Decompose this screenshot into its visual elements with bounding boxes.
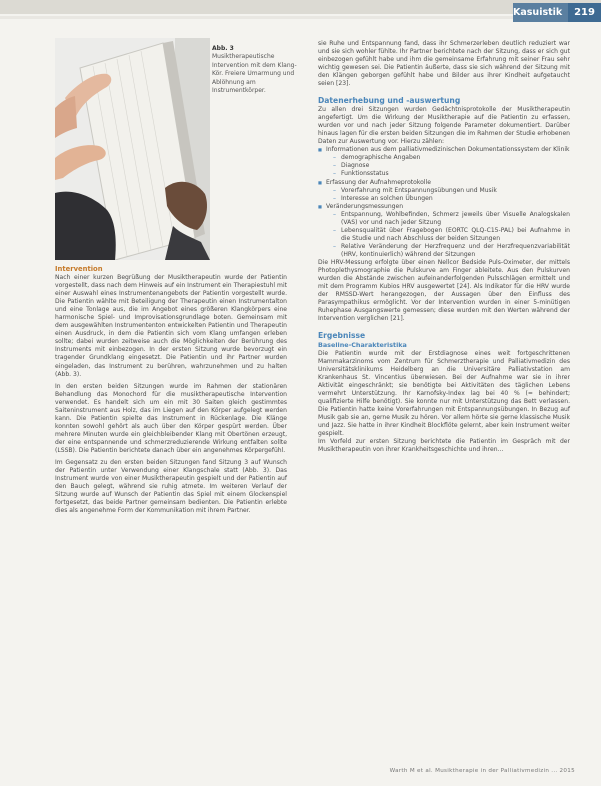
- bullet-text: Veränderungsmessungen: [326, 202, 404, 210]
- sub-item: – Interesse an solchen Übungen: [326, 195, 570, 203]
- sub-item: – demographische Angaben: [326, 154, 570, 162]
- sub-list: [326, 154, 570, 178]
- intervention-paragraph-3: Im Gegensatz zu den ersten beiden Sitzungen fand Sitzung 3 auf Wunsch der Patientin unter Verwendung einer Klangschale statt (Abb. 3). Das Instrument wurde von einer Musiktherapeutin gespielt und der Patientin auf den Bauch gelegt, während sie ruhig atmete. Im weiteren Verlauf der Sitzung wurde auf Wunsch der Patientin das Spiel mit einem Glockenspiel fortgesetzt, das beide Partner gemeinsam bedienten. Die Patientin erlebte dies als angenehme Form der Kommunikation mit ihrem Partner.: [55, 459, 287, 515]
- data-bullet-list: [318, 146, 570, 259]
- right-intro-paragraph: sie Ruhe und Entspannung fand, dass ihr Schmerzerleben deutlich reduziert war und sie sich wohler fühlte. Ihr Partner berichtete nach der Sitzung, dass er sich gut einbezogen gefühlt habe und ihm die gemeinsame Erfahrung mit seiner Frau sehr wichtig gewesen sei. Die Patientin äußerte, dass sie sich während der Sitzung mit den Klängen geborgen gefühlt habe und Bilder aus ihrer Kindheit aufgetaucht seien [23].: [318, 40, 570, 88]
- bullet-item: [318, 146, 570, 178]
- bullet-item: [318, 179, 570, 203]
- figure-label: Abb. 3: [212, 45, 234, 52]
- photo-illustration: [55, 38, 210, 260]
- figure-caption-text: Musiktherapeutische Intervention mit dem Klang-Kör. Freiere Umarmung und Ablöhnung am Instrumentkörper.: [212, 53, 297, 95]
- right-column: [318, 40, 570, 454]
- page-number: 219: [568, 3, 601, 22]
- data-paragraph: Zu allen drei Sitzungen wurden Gedächtnisprotokolle der Musiktherapeutin angefertigt. Um die Wirkung der Musiktherapie auf die Patientin zu erfassen, wurden vor und nach jeder Sitzung folgende Parameter dokumentiert. Darüber hinaus lagen für die ersten beiden Sitzungen die im Rahmen der Studie erhobenen Daten zur Auswertung vor. Hierzu zählen:: [318, 106, 570, 146]
- sub-list: [326, 187, 570, 203]
- results-heading: Ergebnisse: [318, 331, 366, 341]
- footer-citation: Warth M et al. Musiktherapie in der Palliativmedizin ... 2015: [389, 768, 575, 774]
- intervention-heading: Intervention: [55, 265, 103, 273]
- sub-item: – Lebensqualität über Fragebogen (EORTC QLQ-C15-PAL) bei Aufnahme in die Studie und nach Abschluss der beiden Sitzungen: [326, 227, 570, 243]
- sub-item: – Funktionsstatus: [326, 170, 570, 178]
- left-column: [55, 265, 287, 515]
- sub-list: [326, 211, 570, 259]
- header-band: [0, 0, 601, 14]
- bullet-text: Informationen aus dem palliativmedizinischen Dokumentationssystem der Klinik: [326, 146, 570, 154]
- results-paragraph-2: Im Vorfeld zur ersten Sitzung berichtete die Patientin im Gespräch mit der Musiktherapeutin von ihrer Krankheitsgeschichte und ihren...: [318, 438, 570, 454]
- intervention-paragraph-1: Nach einer kurzen Begrüßung der Musiktherapeutin wurde der Patientin vorgestellt, dass nach dem Hinweis auf ein Instrument ein Therapiestuhl mit einer Auswahl eines Instrumentenangebots der Patientin vorgestellt wurde. Die Patientin wählte mit Beteiligung der Therapeutin einen Instrumentalton und eine Tonlage aus, die im Angebot eines größeren Klangkörpers eine harmonische Spiel- und Improvisationsgrundlage boten. Gemeinsam mit dem ausgewählten Instrumententon entwickelten Patientin und Therapeutin einen Ausdruck, in dem die Patientin sich vom Klang umfangen erleben sollte; dabei wurden zeitweise auch die Möglichkeiten der Berührung des Instruments mit einbezogen. In der ersten Sitzung wurde bevorzugt ein tragender Grundklang eingesetzt. Die Patientin und ihr Partner wurden eingeladen, das Instrument zu berühren, wahrzunehmen und zu halten (Abb. 3).: [55, 274, 287, 378]
- sub-item: – Diagnose: [326, 162, 570, 170]
- figure-photo: [55, 38, 210, 260]
- figure-caption: [212, 45, 297, 95]
- bullet-text: Erfassung der Aufnahmeprotokolle: [326, 178, 431, 186]
- sub-item: – Relative Veränderung der Herzfrequenz und der Herzfrequenzvariabilität (HRV, kontinuierlich) während der Sitzungen: [326, 243, 570, 259]
- data-paragraph-2: Die HRV-Messung erfolgte über einen Nellcor Bedside Puls-Oximeter, der mittels Photoplethysmographie die Pulskurve am Finger ableitete. Aus den Pulskurven wurden die Abstände zwischen aufeinanderfolgenden Pulsschlägen ermittelt und mit dem Programm Kubios HRV ausgewertet [24]. Als Indikator für die HRV wurde der RMSSD-Wert herangezogen, der Aussagen über den Einfluss des Parasympathikus ermöglicht. Vor der Intervention wurden in einer 5-minütigen Ruhephase Ausgangswerte gemessen; diese wurden mit den Werten während der Intervention verglichen [21].: [318, 258, 570, 323]
- sub-item: – Vorerfahrung mit Entspannungsübungen und Musik: [326, 187, 570, 195]
- intervention-paragraph-2: In den ersten beiden Sitzungen wurde im Rahmen der stationären Behandlung das Monochord für die musiktherapeutische Intervention verwendet. Es handelt sich um ein mit 30 Saiten gleich gestimmtes Saiteninstrument aus Holz, das im Liegen auf den Körper aufgelegt werden kann. Die Patientin spielte das Instrument in Rückenlage. Die Klänge konnten sowohl gehört als auch über den Körper gespürt werden. Über mehrere Minuten wurde ein gleichbleibender Klang mit Obertönen erzeugt, der eine entspannende und schmerzreduzierende Wirkung entfalten sollte (LSSB). Die Patientin berichtete danach über ein angenehmes Körpergefühl.: [55, 382, 287, 454]
- data-heading: Datenerhebung und -auswertung: [318, 96, 461, 106]
- bullet-item: [318, 203, 570, 259]
- results-paragraph: Die Patientin wurde mit der Erstdiagnose eines weit fortgeschrittenen Mammakarzinoms vom Zentrum für Schmerztherapie und Palliativmedizin des Universitätsklinikums Heidelberg an die Universitäre Palliativstation am Krankenhaus St. Vincentius überwiesen. Bei der Aufnahme war sie in ihrer Aktivität eingeschränkt; sie benötigte bei Aktivitäten des täglichen Lebens vermehrt Unterstützung. Ihr Karnofsky-Index lag bei 40 % (= behindert; qualifizierte Hilfe benötigt). Sie konnte nur mit Unterstützung das Bett verlassen. Die Patientin hatte keine Vorerfahrungen mit Entspannungsübungen. In Bezug auf Musik gab sie an, gerne Musik zu hören. Vor allem hörte sie gerne klassische Musik und Jazz. Sie hatte in ihrer Kindheit Blockflöte gelernt, aber kein Instrument weiter gespielt.: [318, 349, 570, 438]
- sub-item: – Entspannung, Wohlbefinden, Schmerz jeweils über Visuelle Analogskalen (VAS) vor und nach jeder Sitzung: [326, 211, 570, 227]
- baseline-heading: Baseline-Charakteristika: [318, 341, 407, 350]
- section-label: Kasuistik: [513, 3, 568, 22]
- header-rule: [0, 16, 601, 19]
